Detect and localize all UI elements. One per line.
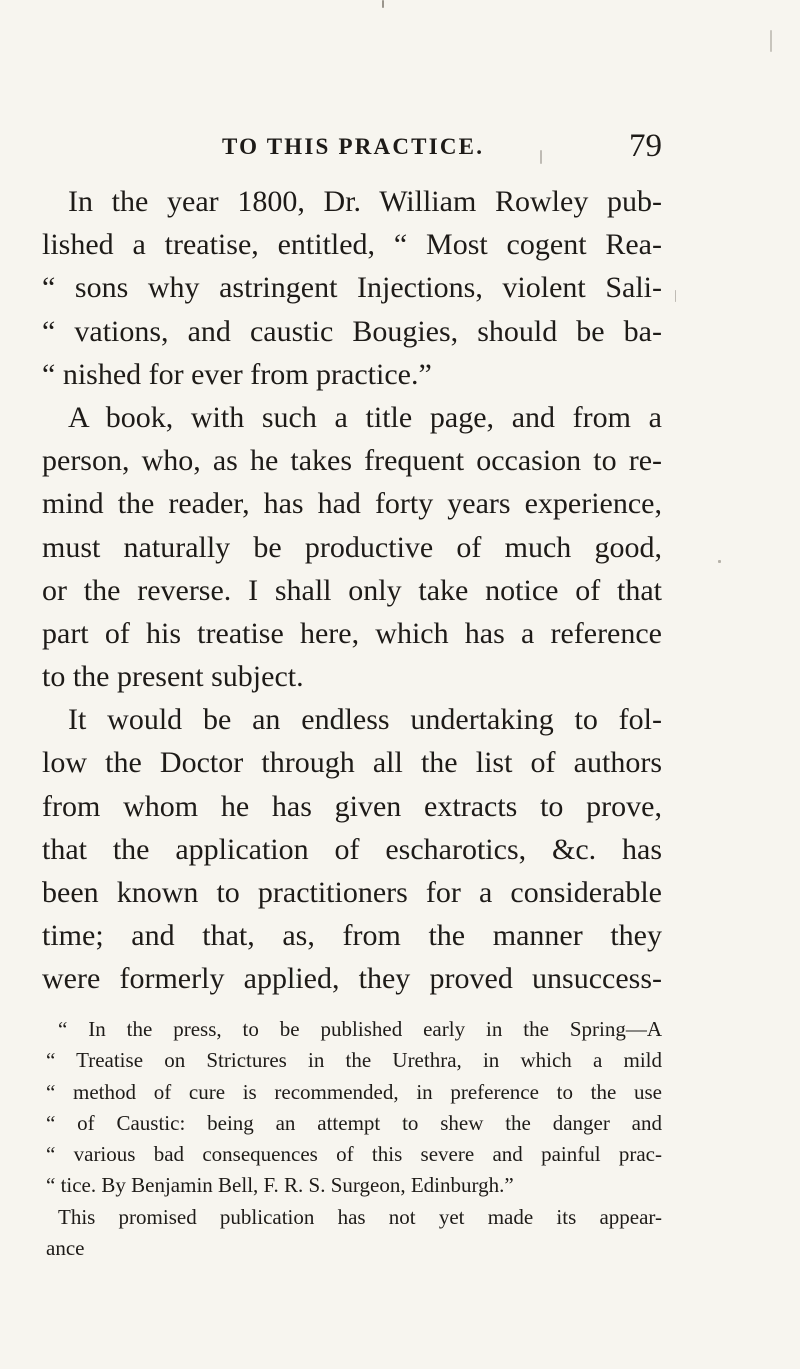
text-line: It would be an endless undertaking to fol- xyxy=(68,703,662,737)
paper-speck xyxy=(382,0,384,8)
paper-speck xyxy=(675,290,676,302)
paper-speck xyxy=(770,30,772,52)
text-line: were formerly applied, they proved unsuccess- xyxy=(42,962,662,996)
footnote-line: This promised publication has not yet made its appear- xyxy=(58,1204,662,1229)
text-line: from whom he has given extracts to prove, xyxy=(42,789,662,823)
text-line: must naturally be productive of much good, xyxy=(42,530,662,564)
text-line: to the present subject. xyxy=(42,660,304,694)
paper-speck xyxy=(540,150,542,164)
footnote-line: “ method of cure is recommended, in preference to the use xyxy=(46,1079,662,1104)
text-line: person, who, as he takes frequent occasion to re- xyxy=(42,444,662,478)
text-line: In the year 1800, Dr. William Rowley pub- xyxy=(68,185,662,218)
text-line: mind the reader, has had forty years experience, xyxy=(42,487,662,521)
text-line: low the Doctor through all the list of authors xyxy=(42,746,662,780)
running-title: TO THIS PRACTICE. xyxy=(222,134,485,159)
footnote-line: “ of Caustic: being an attempt to shew the danger and xyxy=(46,1110,662,1135)
body-text xyxy=(42,180,662,1001)
text-line: part of his treatise here, which has a reference xyxy=(42,616,662,650)
footnote-line: “ various bad consequences of this severe and painful prac- xyxy=(46,1142,662,1167)
paper-speck xyxy=(718,560,721,563)
text-line: that the application of escharotics, &c. has xyxy=(42,832,662,866)
text-line: “ sons why astringent Injections, violent Sali- xyxy=(42,271,662,305)
footnote-line: “ tice. By Benjamin Bell, F. R. S. Surgeon, Edinburgh.” xyxy=(46,1173,514,1198)
text-line: A book, with such a title page, and from a xyxy=(68,400,662,434)
text-line: lished a treatise, entitled, “ Most cogent Rea- xyxy=(42,228,662,262)
text-line: been known to practitioners for a considerable xyxy=(42,876,662,909)
text-line: time; and that, as, from the manner they xyxy=(42,919,662,953)
footnote-line: ance xyxy=(46,1236,85,1261)
text-line: “ vations, and caustic Bougies, should be ba- xyxy=(42,314,662,348)
footnote xyxy=(46,1014,662,1264)
running-head xyxy=(222,128,662,172)
footnote-line: “ Treatise on Strictures in the Urethra, in which a mild xyxy=(46,1048,662,1073)
text-line: or the reverse. I shall only take notice of that xyxy=(42,573,662,607)
page-number: 79 xyxy=(629,128,662,164)
text-line: “ nished for ever from practice.” xyxy=(42,357,432,391)
footnote-line: “ In the press, to be published early in the Spring—A xyxy=(58,1017,662,1041)
